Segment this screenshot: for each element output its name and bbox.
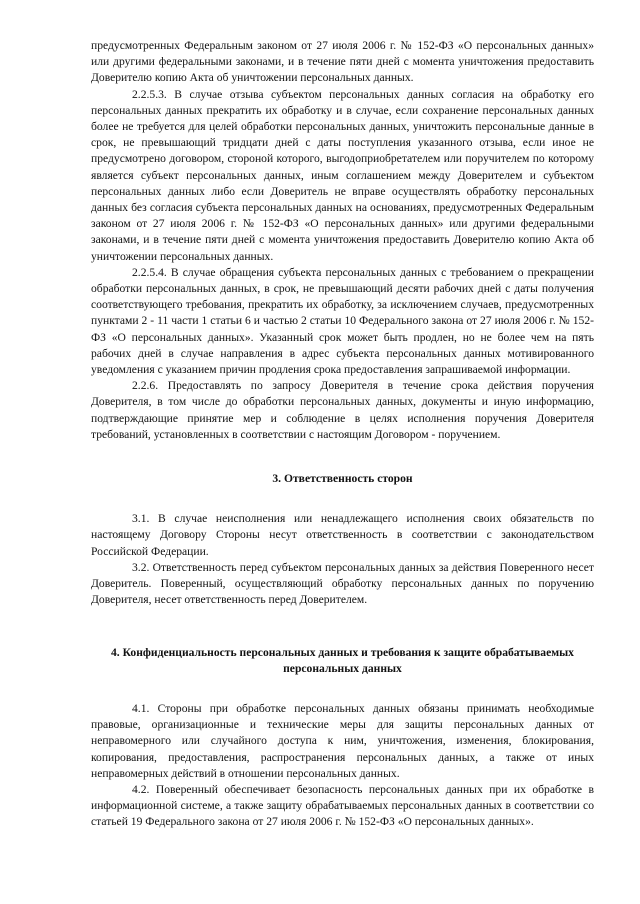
paragraph-3-2: 3.2. Ответственность перед субъектом персональных данных за действия Поверенного несет Доверитель. Поверенный, осуществляющий обработку персональных данных по поручению Доверителя, несет ответственность перед Доверителем.: [91, 560, 594, 607]
paragraph-2-2-5-3: 2.2.5.3. В случае отзыва субъектом персональных данных согласия на обработку его персональных данных прекратить их обработку и в случае, если сохранение персональных данных более не требуется для целей обработки персональных данных, уничтожить персональные данные в срок, не превышающий тридцати дней с даты поступления указанного отзыва, если иное не предусмотрено договором, стороной которого, выгодоприобретателем или поручителем по которому является субъект персональных данных, иным соглашением между Доверителем и субъектом персональных данных либо если Доверитель не вправе осуществлять обработку персональных данных без согласия субъекта персональных данных на основаниях, предусмотренных Федеральным законом от 27 июля 2006 г. № 152-ФЗ «О персональных данных» или другими федеральными законами, и в течение пяти дней с момента уничтожения предоставить Доверителю копию Акта об уничтожении персональных данных.: [91, 87, 594, 263]
paragraph-2-2-5-4: 2.2.5.4. В случае обращения субъекта персональных данных с требованием о прекращении обработки персональных данных, в срок, не превышающий десяти рабочих дней с даты получения соответствующего требования, прекратить их обработку, за исключением случаев, предусмотренных пунктами 2 - 11 части 1 статьи 6 и частью 2 статьи 10 Федерального закона от 27 июля 2006 г. № 152-ФЗ «О персональных данных». Указанный срок может быть продлен, но не более чем на пять рабочих дней в случае направления в адрес субъекта персональных данных мотивированного уведомления с указанием причин продления срока предоставления запрашиваемой информации.: [91, 265, 594, 377]
section-4-heading: 4. Конфиденциальность персональных данных и требования к защите обрабатываемых персональных данных: [111, 645, 574, 675]
section-3-heading: 3. Ответственность сторон: [272, 472, 413, 486]
spacer: [91, 487, 594, 511]
paragraph-2-2-6: 2.2.6. Предоставлять по запросу Доверителя в течение срока действия поручения Доверителя, в том числе до обработки персональных данных, документы и иную информацию, подтверждающие принятие мер и соблюдение в целях исполнения поручения Доверителя требований, установленных в соответствии с настоящим Договором - поручением.: [91, 379, 594, 441]
paragraph-continued-top: предусмотренных Федеральным законом от 27 июля 2006 г. № 152-ФЗ «О персональных данных» или другими федеральными законами, и в течение пяти дней с момента уничтожения предоставить Доверителю копию Акта об уничтожении персональных данных.: [91, 39, 594, 85]
paragraph-4-1: 4.1. Стороны при обработке персональных данных обязаны принимать необходимые правовые, организационные и технические меры для защиты персональных данных от неправомерного или случайного доступа к ним, уничтожения, изменения, блокирования, копирования, предоставления, распространения персональных данных, а также от иных неправомерных действий в отношении персональных данных.: [91, 701, 594, 780]
spacer: [91, 443, 594, 471]
paragraph-3-1: 3.1. В случае неисполнения или ненадлежащего исполнения своих обязательств по настоящему Договору Стороны несут ответственность в соответствии с законодательством Российской Федерации.: [91, 512, 594, 558]
spacer: [91, 609, 594, 645]
spacer: [91, 677, 594, 701]
paragraph-4-2: 4.2. Поверенный обеспечивает безопасность персональных данных при их обработке в информационной системе, а также защиту обрабатываемых персональных данных в соответствии со статьей 19 Федерального закона от 27 июля 2006 г. № 152-ФЗ «О персональных данных».: [91, 782, 594, 829]
